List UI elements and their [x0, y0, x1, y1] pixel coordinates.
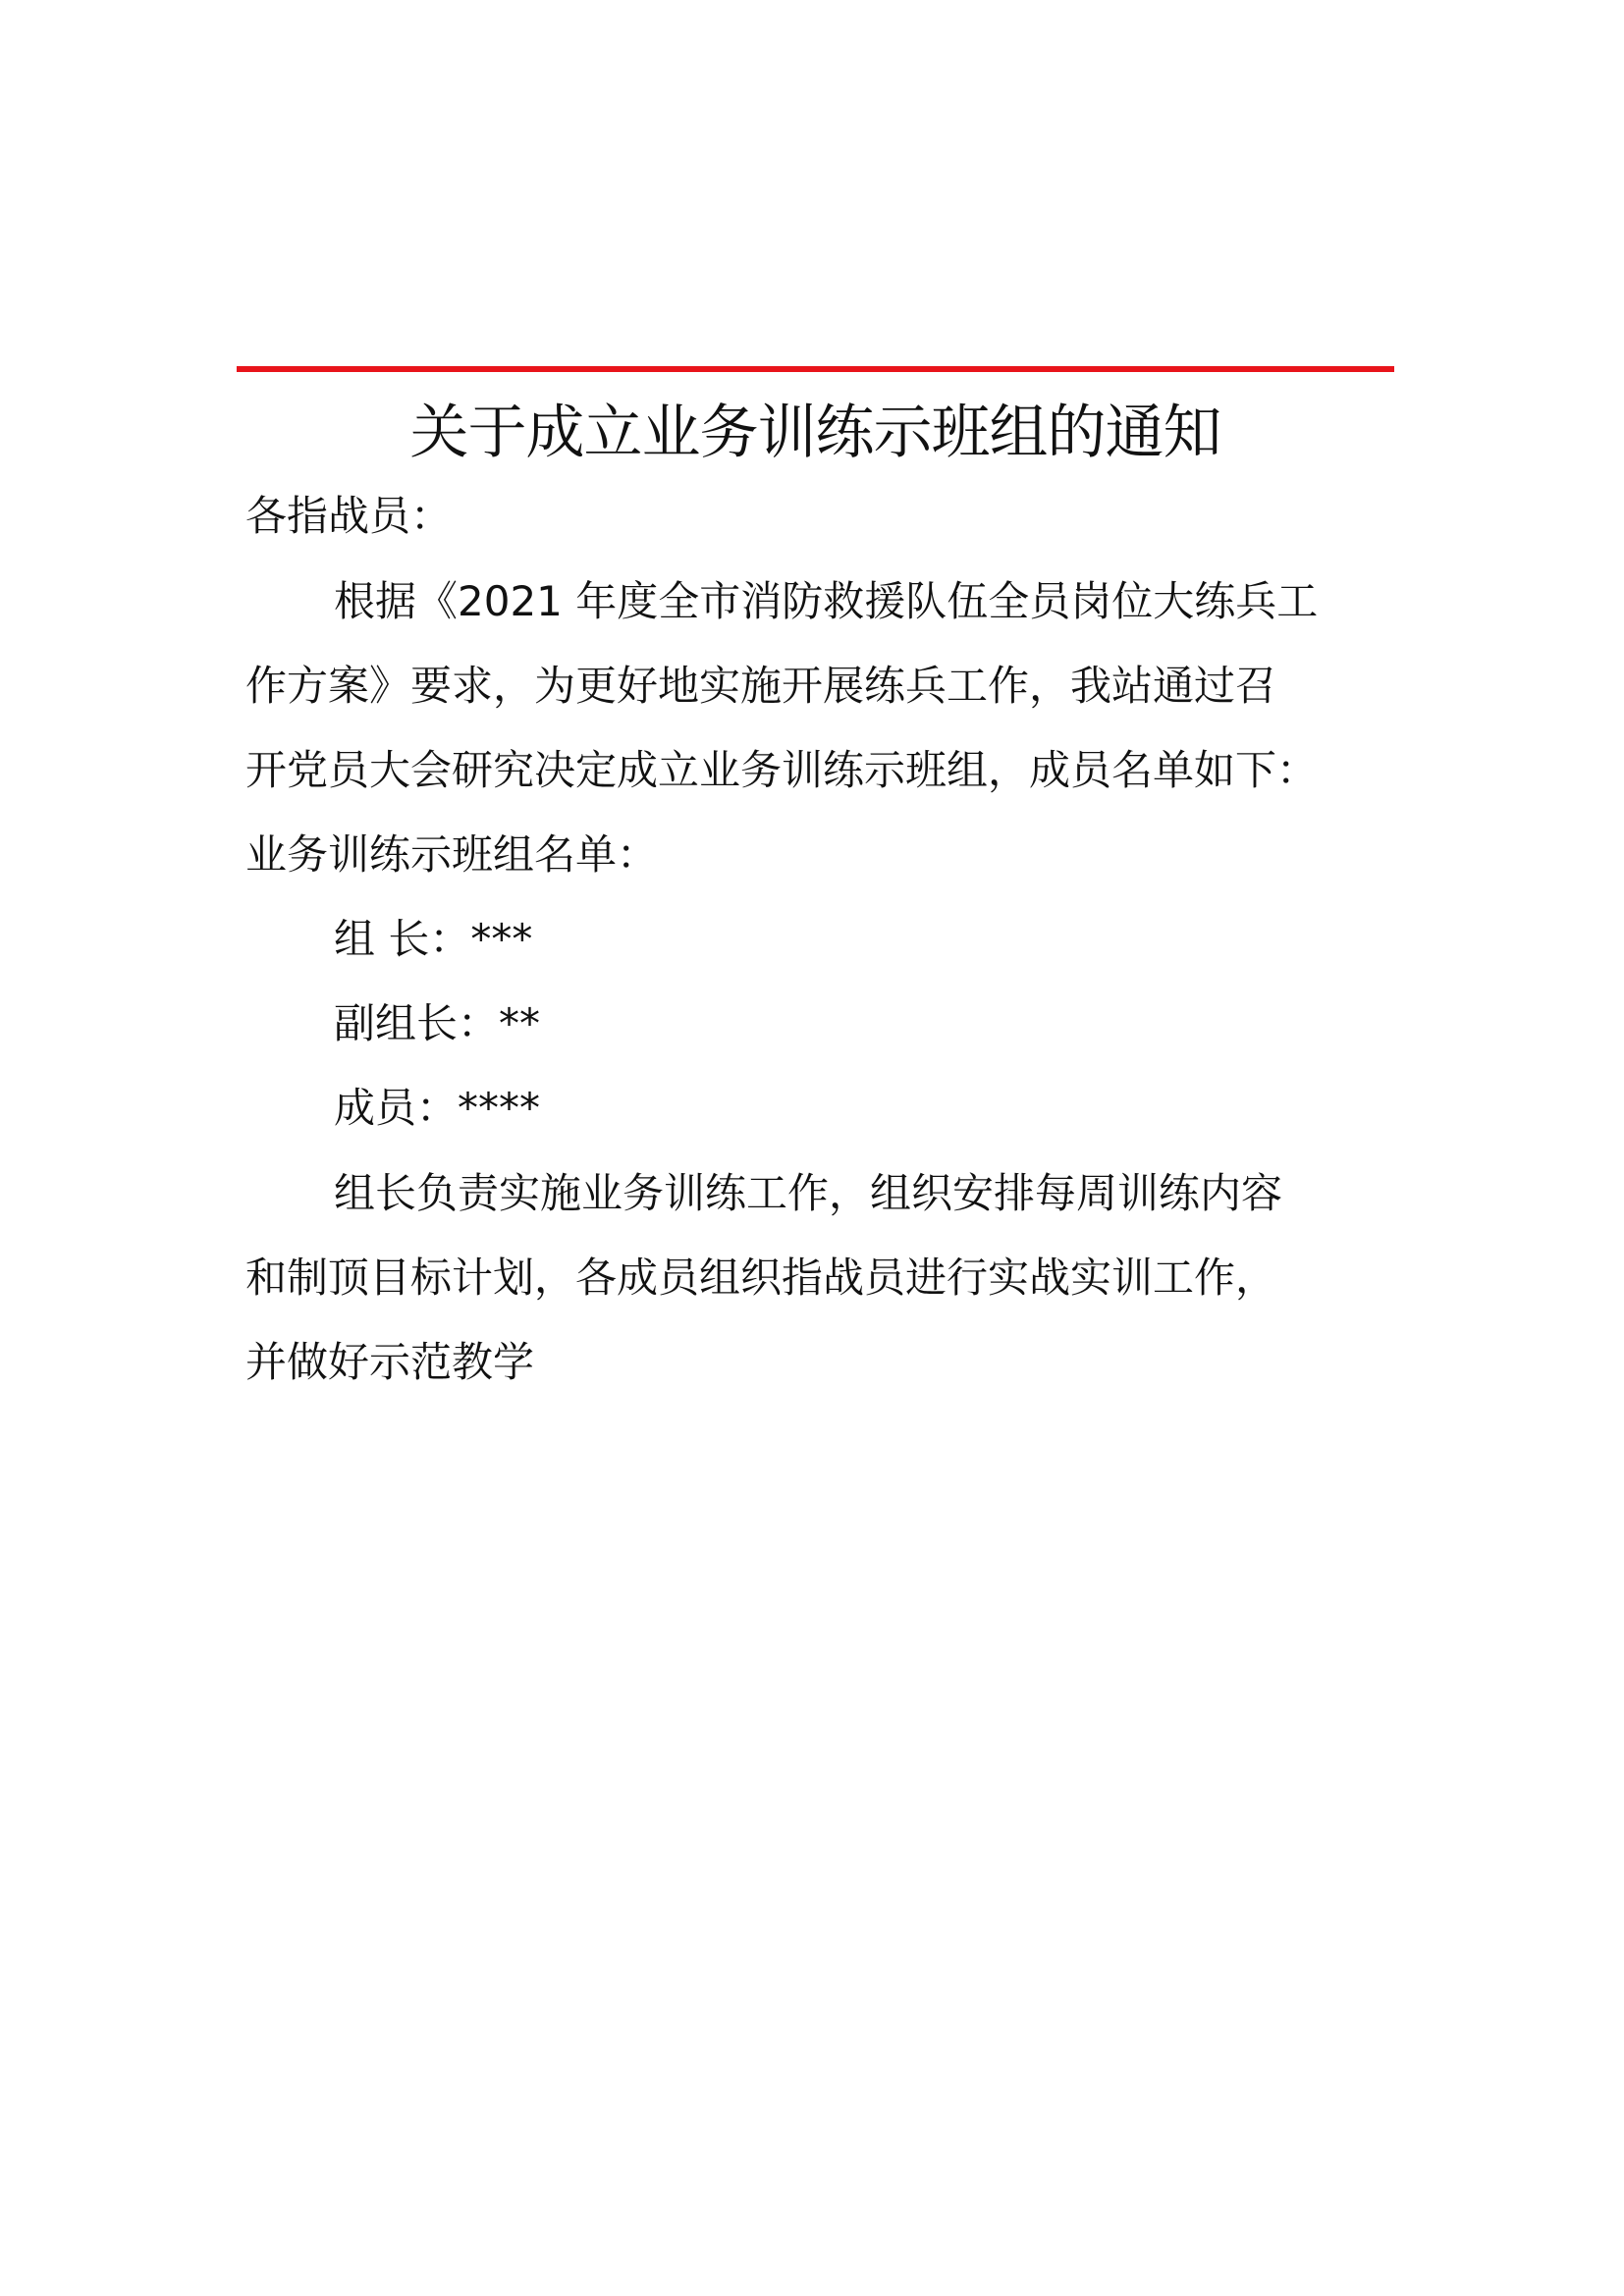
role-label: 成员：: [334, 1084, 459, 1132]
roster-entry-leader: [334, 897, 1394, 982]
intro-line-2: 作方案》要求，为更好地实施开展练兵工作，我站通过召: [245, 662, 1277, 710]
red-header-rule: [237, 366, 1394, 372]
member-name: ****: [458, 1084, 541, 1132]
member-name: **: [499, 999, 541, 1047]
intro-line-1: 根据《2021 年度全市消防救援队伍全员岗位大练兵工: [334, 577, 1319, 625]
intro-line-3: 开党员大会研究决定成立业务训练示班组，成员名单如下：: [245, 746, 1319, 794]
salutation: 各指战员：: [245, 492, 453, 540]
list-heading: 业务训练示班组名单：: [245, 830, 659, 879]
roster-entry-deputy: [334, 982, 1394, 1066]
document-title: 关于成立业务训练示班组的通知: [409, 399, 1221, 467]
role-label: 组 长：: [334, 915, 471, 963]
duty-line-2: 和制顶目标计划，各成员组织指战员进行实战实训工作，: [245, 1254, 1277, 1302]
role-label: 副组长：: [334, 999, 500, 1047]
member-name: ***: [470, 915, 533, 963]
roster-entry-members: [334, 1066, 1394, 1150]
duty-line-1: 组长负责实施业务训练工作，组织安排每周训练内容: [334, 1169, 1283, 1217]
duty-line-3: 并做好示范教学: [245, 1338, 535, 1386]
